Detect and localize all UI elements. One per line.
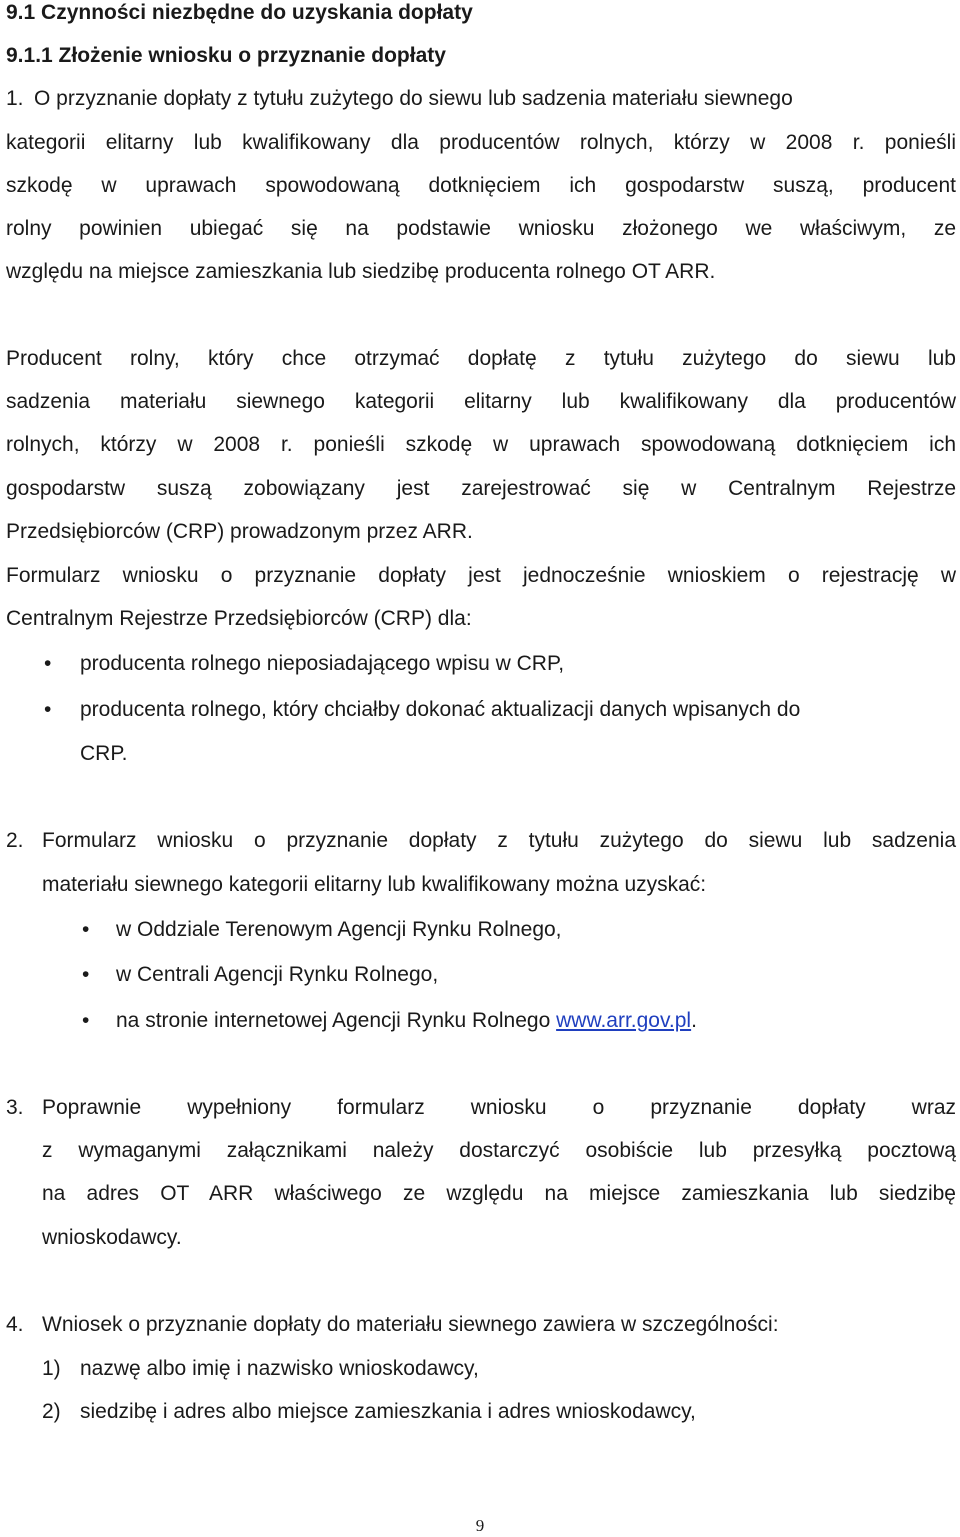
bullet-icon: • bbox=[44, 698, 52, 721]
section-heading: 9.1 Czynności niezbędne do uzyskania dopłaty bbox=[6, 1, 473, 24]
item3-line1: Poprawnie wypełniony formularz wniosku o przyznanie dopłaty wraz bbox=[42, 1096, 956, 1119]
bullet2-item1: w Oddziale Terenowym Agencji Rynku Rolnego, bbox=[116, 918, 562, 941]
item1-line4: rolny powinien ubiegać się na podstawie wniosku złożonego we właściwym, ze bbox=[6, 217, 956, 240]
bullet-icon: • bbox=[44, 652, 52, 675]
para3-line2: Centralnym Rejestrze Przedsiębiorców (CRP) dla: bbox=[6, 607, 472, 630]
item-number-4: 4. bbox=[6, 1313, 24, 1336]
item1-line5: względu na miejsce zamieszkania lub siedzibę producenta rolnego OT ARR. bbox=[6, 260, 716, 283]
page-number: 9 bbox=[475, 1516, 485, 1535]
para2-line4: gospodarstw suszą zobowiązany jest zarejestrować się w Centralnym Rejestrze bbox=[6, 477, 956, 500]
para2-line5: Przedsiębiorców (CRP) prowadzonym przez ARR. bbox=[6, 520, 473, 543]
item2-line1: Formularz wniosku o przyznanie dopłaty z tytułu zużytego do siewu lub sadzenia bbox=[42, 829, 956, 852]
subitem-2: siedzibę i adres albo miejsce zamieszkania i adres wnioskodawcy, bbox=[80, 1400, 696, 1423]
bullet2-item3 bbox=[116, 1008, 956, 1034]
item2-line2: materiału siewnego kategorii elitarny lub kwalifikowany można uzyskać: bbox=[42, 873, 707, 896]
website-link[interactable]: www.arr.gov.pl bbox=[556, 1009, 692, 1032]
item-number-1: 1. bbox=[6, 87, 24, 110]
subitem-1: nazwę albo imię i nazwisko wnioskodawcy, bbox=[80, 1357, 479, 1380]
item1-line2: kategorii elitarny lub kwalifikowany dla producentów rolnych, którzy w 2008 r. ponieśli bbox=[6, 131, 956, 154]
item-number-2: 2. bbox=[6, 829, 24, 852]
bullet1-item2-cont: CRP. bbox=[80, 742, 128, 765]
item4-line1: Wniosek o przyznanie dopłaty do materiału siewnego zawiera w szczególności: bbox=[42, 1313, 779, 1336]
bullet2-item3-text: na stronie internetowej Agencji Rynku Rolnego bbox=[116, 1009, 557, 1032]
bullet-icon: • bbox=[82, 1009, 90, 1032]
para2-line2: sadzenia materiału siewnego kategorii elitarny lub kwalifikowany dla producentów bbox=[6, 390, 956, 413]
bullet1-item2: producenta rolnego, który chciałby dokonać aktualizacji danych wpisanych do bbox=[80, 698, 801, 721]
item1-line3: szkodę w uprawach spowodowaną dotknięciem ich gospodarstw suszą, producent bbox=[6, 174, 956, 197]
item3-line4: wnioskodawcy. bbox=[42, 1226, 182, 1249]
subitem-number-2: 2) bbox=[42, 1400, 61, 1423]
item3-line2: z wymaganymi załącznikami należy dostarczyć osobiście lub przesyłką pocztową bbox=[42, 1139, 956, 1162]
item-number-3: 3. bbox=[6, 1096, 24, 1119]
bullet-icon: • bbox=[82, 963, 90, 986]
item3-line3: na adres OT ARR właściwego ze względu na miejsce zamieszkania lub siedzibę bbox=[42, 1182, 956, 1205]
para2-line3: rolnych, którzy w 2008 r. ponieśli szkodę w uprawach spowodowaną dotknięciem ich bbox=[6, 433, 956, 456]
para2-line1: Producent rolny, który chce otrzymać dopłatę z tytułu zużytego do siewu lub bbox=[6, 347, 956, 370]
bullet-icon: • bbox=[82, 918, 90, 941]
item1-line1: O przyznanie dopłaty z tytułu zużytego do siewu lub sadzenia materiału siewnego bbox=[34, 87, 793, 110]
para3-line1: Formularz wniosku o przyznanie dopłaty jest jednocześnie wnioskiem o rejestrację w bbox=[6, 564, 956, 587]
subitem-number-1: 1) bbox=[42, 1357, 61, 1380]
bullet2-item2: w Centrali Agencji Rynku Rolnego, bbox=[116, 963, 439, 986]
bullet1-item1: producenta rolnego nieposiadającego wpisu w CRP, bbox=[80, 652, 565, 675]
bullet2-item3-tail: . bbox=[691, 1009, 697, 1032]
subsection-heading: 9.1.1 Złożenie wniosku o przyznanie dopłaty bbox=[6, 44, 446, 67]
